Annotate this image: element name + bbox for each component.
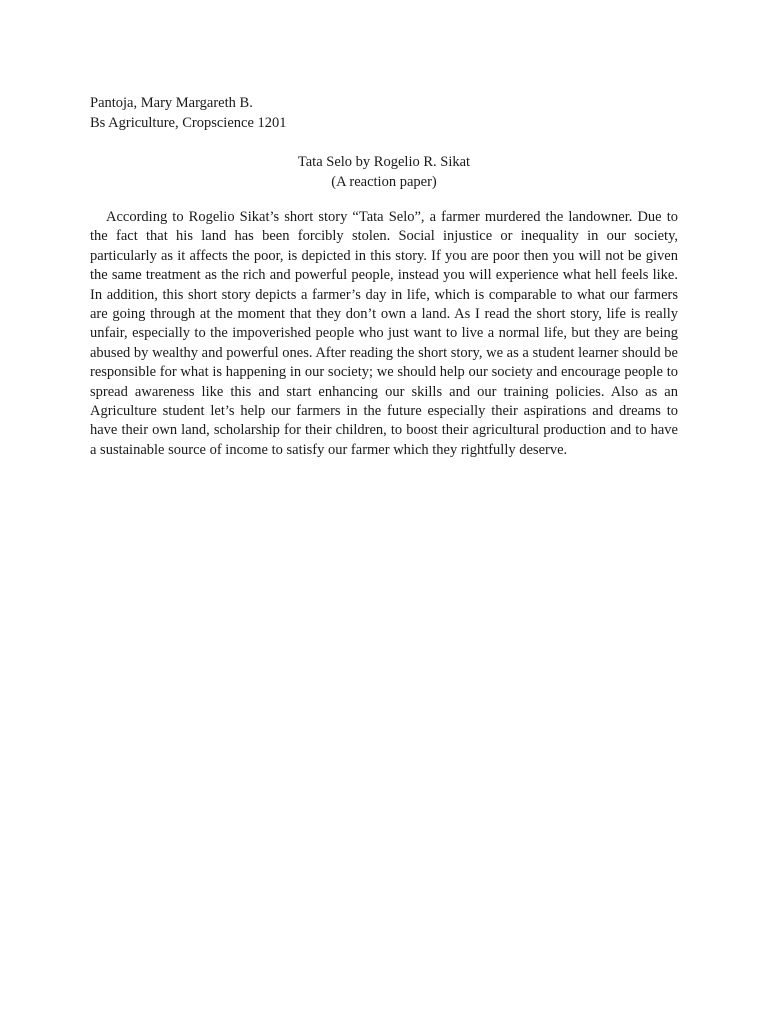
author-name: Pantoja, Mary Margareth B. [90,95,253,111]
author-program: Bs Agriculture, Cropscience 1201 [90,115,287,131]
paper-title: Tata Selo by Rogelio R. Sikat [297,154,471,170]
body-paragraph: According to Rogelio Sikat’s short story “Tata Selo”, a farmer murdered the landowner. Due to the fact that his land has been forcibly stolen. Social injustice or inequality in our society, particularly as it affects the poor, is depicted in this story. If you are poor then you will not be given the same treatment as the rich and powerful people, instead you will experience what hell feels like. In addition, this short story depicts a farmer’s day in life, which is comparable to what our farmers are going through at the moment that they don’t own a land. As I read the short story, life is really unfair, especially to the impoverished people who just want to live a normal life, but they are being abused by wealthy and powerful ones. After reading the short story, we as a student learner should be responsible for what is happening in our society; we should help our society and encourage people to spread awareness like this and start enhancing our skills and our training policies. Also as an Agriculture student let’s help our farmers in the future especially their aspirations and dreams to have their own land, scholarship for their children, to boost their agricultural production and to have a sustainable source of income to satisfy our farmer which they rightfully deserve. [90,209,678,458]
title-block [90,152,678,192]
paper-subtitle: (A reaction paper) [331,174,437,190]
author-header [90,93,287,133]
